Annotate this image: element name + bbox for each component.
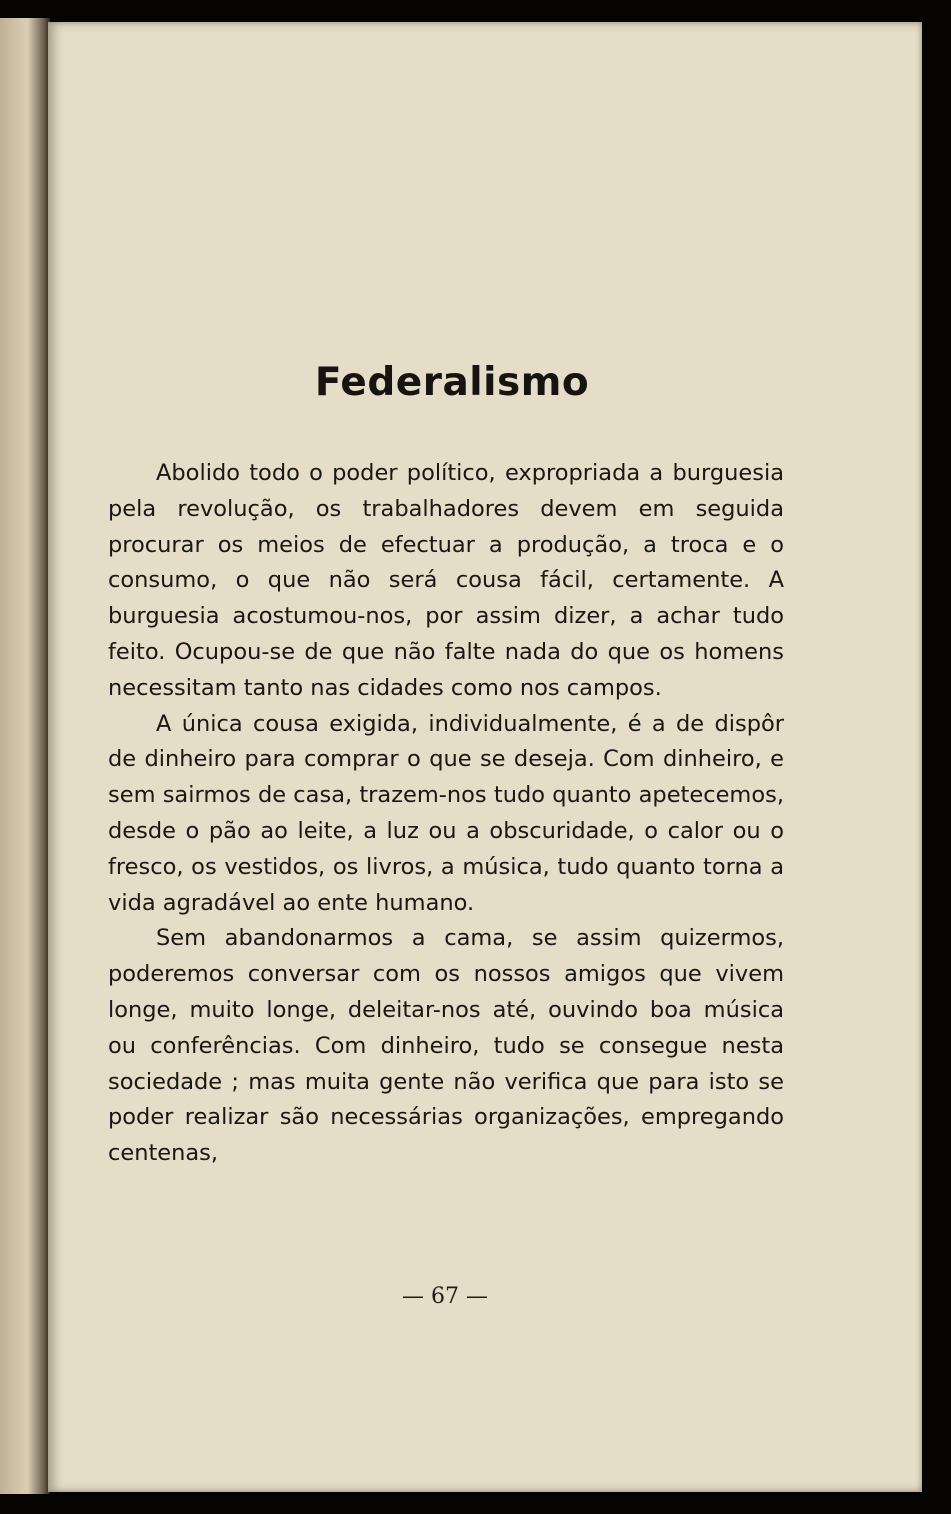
page-number: — 67 — <box>402 1284 488 1309</box>
paragraph-3: Sem abandonarmos a cama, se assim quizermos, poderemos conversar com os nossos amigos que vivem longe, muito longe, deleitar-nos até, ouvindo boa música ou conferências. Com dinheiro, tudo se consegue nesta sociedade ; mas muita gente não verifica que para isto se poder realizar são necessárias organizações, empregando centenas, <box>108 925 784 1167</box>
binding-edge <box>0 18 50 1494</box>
page-title: Federalismo <box>314 360 590 405</box>
paragraph-1: Abolido todo o poder político, expropriada a burguesia pela revolução, os trabalhadores devem em seguida procurar os meios de efectuar a produção, a troca e o consumo, o que não será cousa fácil, certamente. A burguesia acostumou-nos, por assim dizer, a achar tudo feito. Ocupou-se de que não falte nada do que os homens necessitam tanto nas cidades como nos campos. <box>108 460 784 701</box>
body-text <box>108 456 784 1172</box>
paragraph-2: A única cousa exigida, individualmente, é a de dispôr de dinheiro para comprar o que se deseja. Com dinheiro, e sem sairmos de casa, trazem-nos tudo quanto apetecemos, desde o pão ao leite, a luz ou a obscuridade, o calor ou o fresco, os vestidos, os livros, a música, tudo quanto torna a vida agradável ao ente humano. <box>108 710 784 916</box>
